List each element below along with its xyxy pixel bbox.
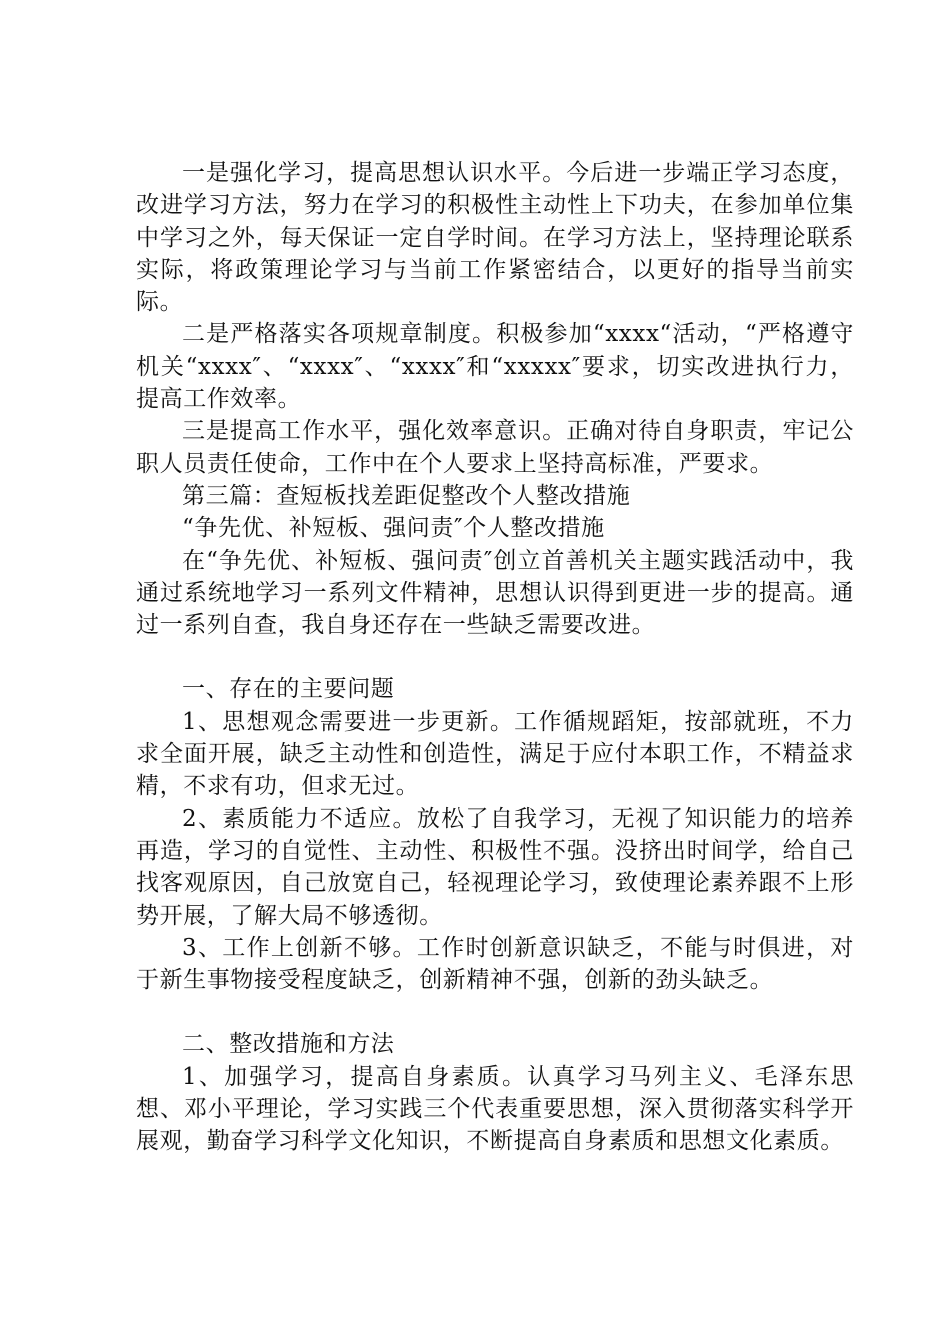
- measure-item-1: 1、加强学习，提高自身素质。认真学习马列主义、毛泽东思想、邓小平理论，学习实践三个代表重要思想，深入贯彻落实科学开展观，勤奋学习科学文化知识，不断提高自身素质和思想文化素质。: [136, 1063, 854, 1155]
- paragraph-improve-work-level: 三是提高工作水平，强化效率意识。正确对待自身职责，牢记公职人员责任使命，工作中在个人要求上坚持高标准，严要求。: [136, 418, 854, 477]
- paragraph-strengthen-study: 一是强化学习，提高思想认识水平。今后进一步端正学习态度，改进学习方法，努力在学习的积极性主动性上下功夫，在参加单位集中学习之外，每天保证一定自学时间。在学习方法上，坚持理论联系实际，将政策理论学习与当前工作紧密结合，以更好的指导当前实际。: [136, 160, 854, 316]
- heading-main-problems: 一、存在的主要问题: [182, 676, 395, 703]
- paragraph-implement-rules: 二是严格落实各项规章制度。积极参加“xxxx“活动，“严格遵守机关“xxxx″、“xxxx″、“xxxx″和“xxxxx″要求，切实改进执行力，提高工作效率。: [136, 321, 854, 413]
- problem-item-3: 3、工作上创新不够。工作时创新意识缺乏，不能与时俱进，对于新生事物接受程度缺乏，创新精神不强，创新的劲头缺乏。: [136, 934, 854, 994]
- heading-rectification-measures: 二、整改措施和方法: [182, 1031, 395, 1058]
- document-body: [136, 157, 854, 1158]
- paragraph-introduction: 在“争先优、补短板、强问责″创立首善机关主题实践活动中，我通过系统地学习一系列文件精神，思想认识得到更进一步的提高。通过一系列自查，我自身还存在一些缺乏需要改进。: [136, 547, 854, 639]
- section-heading-part-three: 第三篇：查短板找差距促整改个人整改措施: [182, 482, 631, 509]
- document-subtitle: “争先优、补短板、强问责″个人整改措施: [182, 515, 605, 542]
- problem-item-2: 2、素质能力不适应。放松了自我学习，无视了知识能力的培养再造，学习的自觉性、主动性、积极性不强。没挤出时间学，给自己找客观原因，自己放宽自己，轻视理论学习，致使理论素养跟不上形势开展，了解大局不够透彻。: [136, 805, 854, 929]
- problem-item-1: 1、思想观念需要进一步更新。工作循规蹈矩，按部就班，不力求全面开展，缺乏主动性和创造性，满足于应付本职工作，不精益求精，不求有功，但求无过。: [136, 708, 854, 800]
